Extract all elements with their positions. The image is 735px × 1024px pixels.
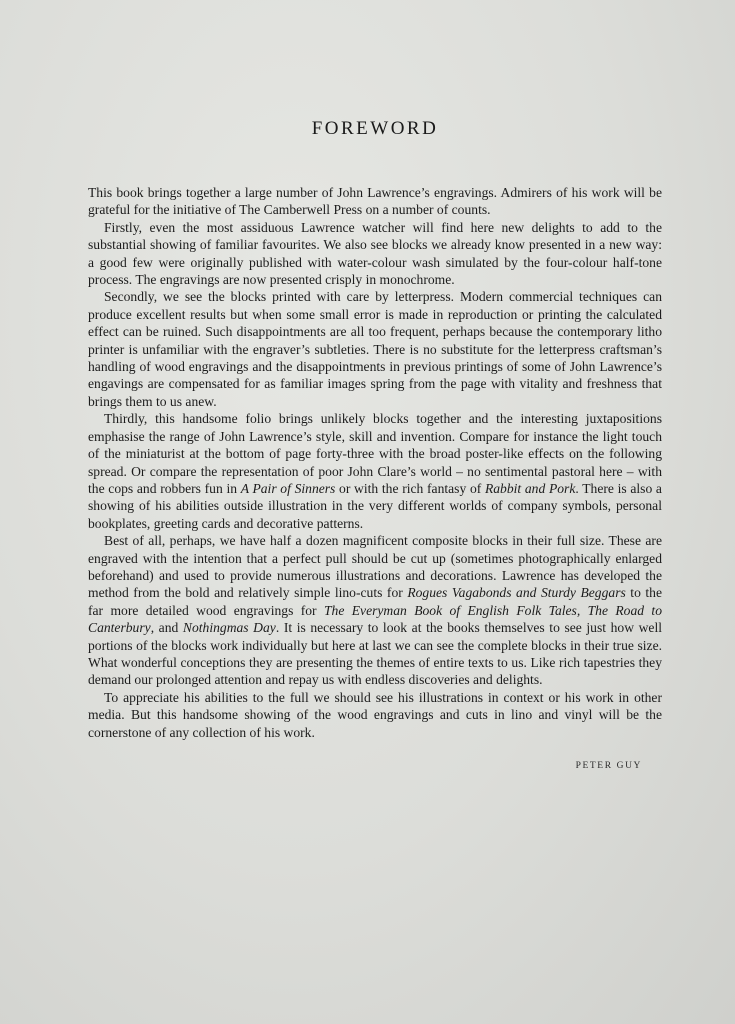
book-title-text: Rabbit and Pork: [484, 480, 576, 496]
paragraph-text: to the far more detailed wood engravings for: [88, 585, 663, 618]
paragraph: [88, 184, 662, 219]
book-title-text: Rogues Vagabonds and Sturdy Beggars: [407, 585, 626, 601]
paragraph-text: Best of all, perhaps, we have half a dozen magnificent composite blocks in their full size. These are engraved with the intention that a perfect pull should be cut up (sometimes photographically enlarged beforehand) and used to provide numerous illustrations and decorations. Lawrence has developed the method from the bold and relatively simple lino-cuts for: [88, 533, 662, 601]
book-title-text: Nothingmas Day: [182, 620, 276, 636]
paragraph-text: Firstly, even the most assiduous Lawrence watcher will find here new delights to add to the substantial showing of familiar favourites. We also see blocks we already know presented in a new way: a good few were originally published with water-colour wash simulated by the four-colour half-tone process. The engravings are now presented crisply in monochrome.: [88, 219, 662, 288]
book-title-text: The Everyman Book of English Folk Tales, The Road to Canterbury: [88, 602, 662, 636]
paragraph-text: , and: [150, 620, 183, 636]
paragraph: [88, 532, 662, 689]
paragraph: [88, 219, 662, 289]
paragraph: [88, 689, 662, 741]
paragraph: [88, 288, 662, 410]
page: [88, 118, 662, 771]
paragraph-text: Secondly, we see the blocks printed with care by letterpress. Modern commercial techniques can produce excellent results but when some small error is made in reproduction or printing the calculated effect can be ruined. Such disappointments are all too frequent, perhaps because the contemporary litho printer is unfamiliar with the engraver’s subtleties. There is no substitute for the letterpress craftsman’s handling of wood engravings and the disappointments in previous printings of some of John Lawrence’s engavings are compensated for as familiar images spring from the page with vitality and freshness that brings them to us anew.: [88, 289, 662, 409]
paragraph-text: . There is also a showing of his abilities outside illustration in the very different worlds of company symbols, personal bookplates, greeting cards and decorative patterns.: [88, 480, 662, 531]
paragraph-text: This book brings together a large number of John Lawrence’s engravings. Admirers of his work will be grateful for the initiative of The Camberwell Press on a number of counts.: [88, 185, 662, 218]
author-signature: PETER GUY: [575, 761, 642, 771]
paragraph: [88, 410, 662, 532]
book-title-text: A Pair of Sinners: [240, 480, 336, 496]
paragraph-text: or with the rich fantasy of: [335, 480, 485, 496]
paragraph-text: . It is necessary to look at the books themselves to see just how well portions of the blocks work individually but here at last we can see the complete blocks in their true size. What wonderful conceptions they are presenting the themes of entire texts to us. Like rich tapestries they demand our prolonged attention and repay us with endless discoveries and delights.: [88, 620, 663, 688]
paragraph-text: Thirdly, this handsome folio brings unlikely blocks together and the interesting juxtapositions emphasise the range of John Lawrence’s style, skill and invention. Compare for instance the light touch of the miniaturist at the bottom of page forty-three with the broad poster-like effects on the following spread. Or compare the representation of poor John Clare’s world – no sentimental pastoral here – with the cops and robbers fun in: [88, 411, 662, 496]
page-title: FOREWORD: [311, 118, 439, 139]
paragraph-text: To appreciate his abilities to the full we should see his illustrations in context or his work in other media. But this handsome showing of the wood engravings and cuts in lino and vinyl will be the cornerstone of any collection of his work.: [88, 689, 662, 740]
foreword-body: [88, 184, 662, 741]
